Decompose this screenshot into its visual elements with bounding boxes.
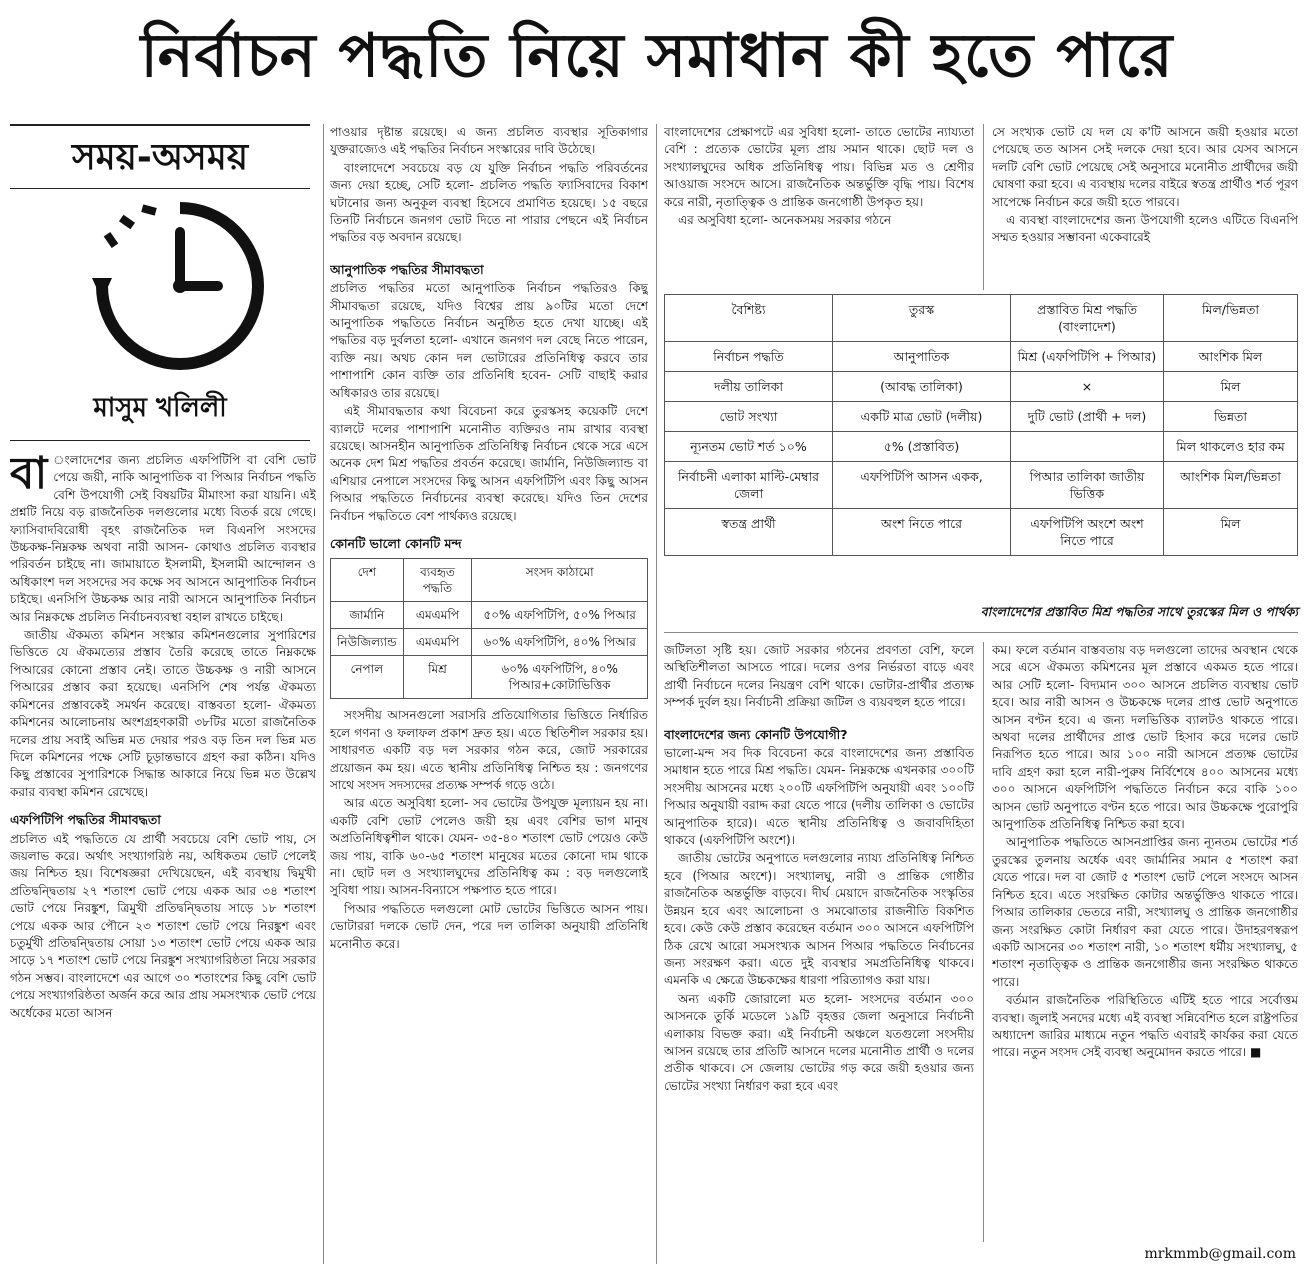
table-cell: এমএমপি xyxy=(403,602,472,629)
paragraph: বর্তমান রাজনৈতিক পরিস্থিতিতে এটিই হতে পারে সর্বোত্তম ব্যবস্থা। জুলাই সনদের মধ্যে এই ব্যবস্থা সন্নিবেশিত হলে রাষ্ট্রপতির অধ্যাদেশ জারির মাধ্যমে নতুন পদ্ধতি এবারই কার্যকর করা যেতে পারে। নতুন সংসদ সেই ব্যবস্থা অনুমোদন করতে পারে। ■ xyxy=(992,993,1298,1060)
table-row xyxy=(665,372,1298,402)
table-header-cell: ব্যবহৃত পদ্ধতি xyxy=(403,559,472,602)
table-cell: এফপিটিপি অংশে অংশ নিতে পারে xyxy=(1011,509,1164,556)
table-row xyxy=(665,402,1298,432)
comparison-table xyxy=(664,294,1298,556)
table-header-cell: তুরস্ক xyxy=(833,295,1011,342)
subheading: বাংলাদেশের জন্য কোনটি উপযোগী? xyxy=(664,726,848,742)
table-cell: দুটি ভোট (প্রার্থী + দল) xyxy=(1011,402,1164,432)
paragraph: ভালো-মন্দ সব দিক বিবেচনা করে বাংলাদেশের জন্য প্রস্তাবিত সমাধান হতে পারে মিশ্র পদ্ধতি। যেমন- নিম্নকক্ষে এখনকার ৩০০টি সংসদীয় আসনের মধ্যে ২০০টি এফপিটিপি অনুযায়ী এবং ১০০টি পিআর অনুযায়ী বরাদ্দ করা যেতে পারে (দলীয় তালিকা ও ভোটের আনুপাতিক হারে)। এতে স্থানীয় প্রতিনিধিত্ব ও জবাবদিহিতা থাকবে (এফপিটিপি অংশে)। xyxy=(664,746,974,848)
country-table xyxy=(330,558,648,699)
paragraph: বাংলাদেশে সবচেয়ে বড় যে যুক্তি নির্বাচন পদ্ধতি পরিবর্তনের জন্য দেয়া হচ্ছে, সেটি হলো- প্রচলিত পদ্ধতি ফ্যাসিবাদের বিকাশ ঘটানোর জন্য অনুকূল ব্যবস্থা হিসেবে প্রমাণিত হয়েছে। ১৫ বছরে তিনটি নির্বাচনে জনগণ ভোট দিতে না পারার পেছনে এই নির্বাচন পদ্ধতির বড় অবদান রয়েছে। xyxy=(330,160,648,245)
paragraph: এ ব্যবস্থা বাংলাদেশের জন্য উপযোগী হলেও এটিতে বিএনপি সম্মত হওয়ার সম্ভাবনা একেবারেই xyxy=(992,213,1298,245)
table-row xyxy=(331,656,648,699)
table-row xyxy=(665,509,1298,556)
paragraph: জাতীয় ভোটের অনুপাতে দলগুলোর ন্যায্য প্রতিনিধিত্ব নিশ্চিত হবে (পিআর অংশে)। সংখ্যালঘু, নারী ও প্রান্তিক গোষ্ঠীর রাজনৈতিক অন্তর্ভুক্তি বাড়বে। দীর্ঘ মেয়াদে রাজনৈতিক সংস্কৃতির উন্নয়ন হবে এবং আলোচনা ও সমঝোতার রাজনীতি বিকশিত হবে। কেউ কেউ প্রস্তাব করেছেন বর্তমান ৩০০ আসনে এফপিটিপি ঠিক রেখে আরো সমসংখ্যক আসন পিআর পদ্ধতিতে নির্বাচনের জন্য সংরক্ষণ করা। এতে দুই ব্যবস্থার সমপ্রতিনিধিত্ব থাকবে। এমনকি এ ক্ষেত্রে উচ্চকক্ষের ধারণা পরিত্যাগও করা যায়। xyxy=(664,851,974,988)
table-cell: আংশিক মিল/ভিন্নতা xyxy=(1164,462,1298,509)
table-cell: মিশ্র (এফপিটিপি + পিআর) xyxy=(1011,342,1164,372)
paragraph: সংসদীয় আসনগুলো সরাসরি প্রতিযোগিতার ভিত্তিতে নির্ধারিত হলে গণনা ও ফলাফল প্রকাশ দ্রুত হয়। এতে স্থিতিশীল সরকার হয়। সাধারণত একটি বড় দল সরকার গঠন করে, জোট সরকারের প্রয়োজন কম হয়। এতে স্থানীয় প্রতিনিধিত্ব নিশ্চিত হয় : জনগণের সাথে সংসদ সদস্যদের প্রত্যক্ষ সম্পর্ক গড়ে ওঠে। xyxy=(330,708,648,792)
table-cell: × xyxy=(1011,372,1164,402)
paragraph: প্রচলিত এই পদ্ধতিতে যে প্রার্থী সবচেয়ে বেশি ভোট পায়, সে জয়লাভ করে। অর্থাৎ সংখ্যাগরিষ্ঠ নয়, অধিকতম ভোট পেলেই জয় নিশ্চিত হয়। বিশেষজ্ঞরা দেখিয়েছেন, এই ব্যবস্থায় দ্বিমুখী প্রতিদ্বন্দ্বিতায় ২৭ শতাংশ ভোট পেয়ে একক আর ৩৪ শতাংশ ভোট পেয়ে নিরঙ্কুশ, ত্রিমুখী প্রতিদ্বন্দ্বিতায় সাড়ে ১৮ শতাংশ পেয়ে একক আর পৌনে ২৩ শতাংশ ভোট পেয়ে নিরঙ্কুশ এবং চতুর্মুখী প্রতিদ্বন্দ্বিতায় সোয়া ১৩ শতাংশ ভোট পেয়ে একক আর সাড়ে ১৭ শতাংশ ভোট পেয়ে নিরঙ্কুশ সংখ্যাগরিষ্ঠতা নিয়ে সরকার গঠন সম্ভব। বাংলাদেশে এর আগে ৩০ শতাংশের কিছু বেশি ভোট পেয়ে সংখ্যাগরিষ্ঠতা অর্জন করে আর প্রায় সমসংখ্যক ভোট পেয়ে অর্ধেকের মতো আসন xyxy=(10,831,316,1020)
table-cell: নেপাল xyxy=(331,656,404,699)
table-cell: মিল থাকলেও হার কম xyxy=(1164,432,1298,462)
column-divider xyxy=(656,124,657,1264)
author-name: মাসুম খলিলী xyxy=(93,393,227,423)
column-divider xyxy=(323,124,324,1264)
table-cell: ৬০% এফপিটিপি, ৪০% পিআর+কোটাভিত্তিক xyxy=(472,656,648,699)
article-column-4-top xyxy=(992,124,1298,290)
table-header-cell: দেশ xyxy=(331,559,404,602)
table-cell: ভোট সংখ্যা xyxy=(665,402,833,432)
table-cell: জার্মানি xyxy=(331,602,404,629)
table-cell: এমএমপি xyxy=(403,629,472,656)
article-column-1 xyxy=(10,452,316,1270)
table-cell: ন্যূনতম ভোট শর্ত ১০% xyxy=(665,432,833,462)
table-cell: নিউজিল্যান্ড xyxy=(331,629,404,656)
table-row xyxy=(331,629,648,656)
article-column-2 xyxy=(330,124,648,1270)
paragraph: অন্য একটি জোরালো মত হলো- সংসদের বর্তমান ৩০০ আসনকে তুর্কি মডেলে ১৯টি বৃহত্তর জেলা অনুসারে নির্বাচনী এলাকায় বিভক্ত করা। এই নির্বাচনী অঞ্চলে যতগুলো সংসদীয় আসন রয়েছে তার প্রতিটি আসনে দলের মনোনীত প্রার্থী ও দলের প্রতীক থাকবে। সে জেলায় ভোটের গড় করে জয়ী হওয়ার জন্য ভোটের সংখ্যা নির্ধারণ করা হবে এবং xyxy=(664,991,974,1093)
subheading: কোনটি ভালো কোনটি মন্দ xyxy=(330,535,462,551)
headline: নির্বাচন পদ্ধতি নিয়ে সমাধান কী হতে পারে xyxy=(140,21,1174,91)
table-cell: নির্বাচন পদ্ধতি xyxy=(665,342,833,372)
table-header-cell: প্রস্তাবিত মিশ্র পদ্ধতি (বাংলাদেশ) xyxy=(1011,295,1164,342)
table-header-row xyxy=(665,295,1298,342)
table-cell: (আবদ্ধ তালিকা) xyxy=(833,372,1011,402)
table-cell: এফপিটিপি আসন একক, xyxy=(833,462,1011,509)
table-cell: অংশ নিতে পারে xyxy=(833,509,1011,556)
table-cell: স্বতন্ত্র প্রার্থী xyxy=(665,509,833,556)
table-cell: ৫০% এফপিটিপি, ৫০% পিআর xyxy=(472,602,648,629)
author-email: mrkmmb@gmail.com xyxy=(1144,1246,1296,1262)
paragraph: বাংলাদেশের প্রেক্ষাপটে এর সুবিধা হলো- তাতে ভোটের ন্যায্যতা বেশি : প্রত্যেক ভোটের মূল্য প্রায় সমান থাকে। ছোট দল ও সংখ্যালঘুদের অধিক প্রতিনিধিত্ব পায়। বিভিন্ন মত ও শ্রেণীর আওয়াজ সংসদে আসে। রাজনৈতিক অন্তর্ভুক্তি বৃদ্ধি পায়। বিশেষ করে নারী, নৃতাত্ত্বিক ও প্রান্তিক জনগোষ্ঠী উপকৃত হয়। xyxy=(664,125,974,209)
intro-paragraph: বা ংলাদেশের জন্য প্রচলিত এফপিটিপি বা বেশি ভোট পেয়ে জয়ী, নাকি আনুপাতিক বা পিআর নির্বাচন পদ্ধতি বেশি উপযোগী সেই বিষয়টির মীমাংসা করা যায়নি। এই প্রশ্নটি নিয়ে বড় রাজনৈতিক দলগুলোর মধ্যে বিতর্ক রয়ে গেছে। ফ্যাসিবাদবিরোধী বৃহৎ রাজনৈতিক দল বিএনপি সংসদের উচ্চকক্ষ-নিম্নকক্ষ অথবা নারী আসন- কোথাও প্রচলিত ব্যবস্থার পরিবর্তন চাইছে না। জামায়াতে ইসলামী, ইসলামী আন্দোলন ও অধিকাংশ দল সংসদের সব কক্ষে সব আসনে আনুপাতিক নির্বাচন চাইছে। এনসিপি উচ্চকক্ষ আর নারী আসনে আনুপাতিক নির্বাচন আর নিম্নকক্ষে প্রচলিত নির্বাচনব্যবস্থা বহাল রাখতে চাইছে। xyxy=(10,452,316,624)
table-caption: বাংলাদেশের প্রস্তাবিত মিশ্র পদ্ধতির সাথে তুরস্কের মিল ও পার্থক্য xyxy=(980,604,1298,619)
author-rule xyxy=(10,440,310,441)
table-row xyxy=(331,602,648,629)
table-cell: ৬০% এফপিটিপি, ৪০% পিআর xyxy=(472,629,648,656)
paragraph: জটিলতা সৃষ্টি হয়। জোট সরকার গঠনের প্রবণতা বেশি, ফলে অস্থিতিশীলতা আসতে পারে। দলের ওপর নির্ভরতা বাড়ে এবং প্রার্থী নির্বাচনে দলের নিয়ন্ত্রণ বেশি থাকে। ভোটার-প্রার্থীর প্রত্যক্ষ সম্পর্ক দুর্বল হয়। নির্বাচনী প্রক্রিয়া জটিল ও ব্যয়বহুল হতে পারে। xyxy=(664,643,974,710)
table-header-cell: মিল/ভিন্নতা xyxy=(1164,295,1298,342)
column-divider xyxy=(983,124,984,290)
table-cell: পিআর তালিকা জাতীয় ভিত্তিক xyxy=(1011,462,1164,509)
table-cell: ভিন্নতা xyxy=(1164,402,1298,432)
paragraph: পিআর পদ্ধতিতে দলগুলো মোট ভোটের ভিত্তিতে আসন পায়। ভোটাররা দলকে ভোট দেন, পরে দল তালিকা অনুযায়ী প্রতিনিধি মনোনীত করে। xyxy=(330,901,648,951)
table-cell: একটি মাত্র ভোট (দলীয়) xyxy=(833,402,1011,432)
paragraph: প্রচলিত পদ্ধতির মতো আনুপাতিক নির্বাচন পদ্ধতিরও কিছু সীমাবদ্ধতা রয়েছে, যদিও বিশ্বের প্রায় ৯০টির মতো দেশে আনুপাতিক পদ্ধতিতে নির্বাচন অনুষ্ঠিত হতে দেখা যাচ্ছে। এই পদ্ধতির বড় দুর্বলতা হলো- এখানে জনগণ দল বেছে নিতে পারেন, ব্যক্তি নয়। অথচ কোন দল ভোটারের প্রতিনিধিত্ব করবে তার পাশাপাশি কোন ব্যক্তি তার প্রতিনিধি হবেন- সেটি বাছাই করার অধিকারও তার রয়েছে। xyxy=(330,281,648,400)
table-cell xyxy=(1011,432,1164,462)
subheading: এফপিটিপি পদ্ধতির সীমাবদ্ধতা xyxy=(10,812,161,828)
column-divider xyxy=(983,642,984,1242)
article-column-4-bottom xyxy=(992,642,1298,1242)
table-header-row xyxy=(331,559,648,602)
table-cell: নির্বাচনী এলাকা মাল্টি-মেম্বার জেলা xyxy=(665,462,833,509)
section-rule xyxy=(664,632,1298,633)
table-header-cell: বৈশিষ্ট্য xyxy=(665,295,833,342)
paragraph: এর অসুবিধা হলো- অনেকসময় সরকার গঠনে xyxy=(678,213,892,228)
table-cell: আংশিক মিল xyxy=(1164,342,1298,372)
table-cell: মিল xyxy=(1164,372,1298,402)
table-cell: মিল xyxy=(1164,509,1298,556)
article-column-3-top xyxy=(664,124,974,290)
article-column-3-bottom xyxy=(664,642,974,1264)
clock-icon xyxy=(90,196,270,376)
table-cell: ৫% (প্রস্তাবিত) xyxy=(833,432,1011,462)
column-brand-title: সময়-অসময় xyxy=(71,137,249,178)
paragraph: পাওয়ার দৃষ্টান্ত রয়েছে। এ জন্য প্রচলিত ব্যবস্থার সূতিকাগার যুক্তরাজ্যেও এই পদ্ধতির নির্বাচন সংস্কারের দাবি উঠেছে। xyxy=(330,125,648,157)
paragraph: কম। ফলে বর্তমান বাস্তবতায় বড় দলগুলো তাদের অবস্থান থেকে সরে এসে ঐকমত্য কমিশনের মূল প্রস্তাবে একমত হতে পারে। আর সেটি হলো- বিদ্যমান ৩০০ আসনে প্রচলিত ব্যবস্থায় ভোট হবে। আর নারী আসন ও উচ্চকক্ষে দলের প্রাপ্ত ভোট অনুপাতে আসন বণ্টন হবে। এ জন্য দলভিত্তিক ব্যালটও থাকতে পারে। অথবা দলের প্রার্থীদের প্রাপ্ত ভোট হিসাব করে দলের ভোট নিরূপিত হতে পারে। আর ১০০ নারী আসনে প্রত্যক্ষ ভোটের দাবি গ্রহণ করা হলে নারী-পুরুষ নির্বিশেষে ৪০০ আসনের মধ্যে ৩০০ আসনে এফপিটিপি পদ্ধতিতে নির্বাচন করে বাকি ১০০ আসন ভোট অনুপাতে বণ্টন হতে পারে। আর উচ্চকক্ষে পুরোপুরি আনুপাতিক প্রতিনিধিত্ব নিশ্চিত করা হবে। xyxy=(992,643,1298,832)
column-top-rule xyxy=(10,124,310,126)
table-row xyxy=(665,462,1298,509)
table-cell: আনুপাতিক xyxy=(833,342,1011,372)
paragraph: সে সংখ্যক ভোট যে দল যে ক'টি আসনে জয়ী হওয়ার মতো পেয়েছে তত আসন সেই দলকে দেয়া হবে। আর যেসব আসনে দলটি বেশি ভোট পেয়েছে সেই অনুসারে মনোনীত প্রার্থীদের জয়ী ঘোষণা করা হবে। এ ব্যবস্থায় দলের বাইরে স্বতন্ত্র প্রার্থীও শর্ত পূরণ সাপেক্ষে নির্বাচন করে জয়ী হতে পারবে। xyxy=(992,125,1298,209)
table-row xyxy=(665,342,1298,372)
paragraph: আনুপাতিক পদ্ধতিতে আসনপ্রাপ্তির জন্য ন্যূনতম ভোটের শর্ত তুরস্কের তুলনায় অর্ধেক এবং জার্মানির সমান ৫ শতাংশ করা যেতে পারে। দল বা জোট ৫ শতাংশ ভোট পেলে সংসদে আসন নিশ্চিত হবে। এতে সংরক্ষিত কোটার অন্তর্ভুক্তিও থাকতে পারে। পিআর তালিকার ভেতরে নারী, সংখ্যালঘু ও প্রান্তিক জনগোষ্ঠীর জন্য সংরক্ষিত কোটা নির্ধারণ করা যেতে পারে। উদাহরণস্বরূপ একটি আসনের ৩০ শতাংশ নারী, ১০ শতাংশ ধর্মীয় সংখ্যালঘু, ৫ শতাংশ নৃতাত্ত্বিক ও প্রান্তিক জনগোষ্ঠীর জন্য সংরক্ষিত থাকতে পারে। xyxy=(992,835,1298,989)
paragraph: আর এতে অসুবিধা হলো- সব ভোটের উপযুক্ত মূল্যায়ন হয় না। একটি বেশি ভোট পেলেও জয়ী হয় এবং বেশির ভাগ মানুষ অপ্রতিনিধিত্বশীল থাকে। যেমন- ৩৫-৪০ শতাংশ ভোট পেয়েও কেউ জয় পায়, বাকি ৬০-৬৫ শতাংশ মানুষের মতের কোনো দাম থাকে না। ছোট দল ও সংখ্যালঘুদের প্রতিনিধিত্ব কম : বড় দলগুলোই সুবিধা পায়। আসন-বিন্যাসে পক্ষপাত হতে পারে। xyxy=(330,796,648,898)
table-row xyxy=(665,432,1298,462)
table-header-cell: সংসদ কাঠামো xyxy=(472,559,648,602)
subheading: আনুপাতিক পদ্ধতির সীমাবদ্ধতা xyxy=(330,261,484,277)
table-cell: মিশ্র xyxy=(403,656,472,699)
column-brand-rule xyxy=(10,188,310,189)
paragraph: জাতীয় ঐকমত্য কমিশন সংস্কার কমিশনগুলোর সুপারিশের ভিত্তিতে যে ঐকমত্যের প্রস্তাব তৈরি করেছে তাতে নিম্নকক্ষে পিআরের কোনো প্রস্তাব নেই। তাতে উচ্চকক্ষ ও নারী আসনে পিআরের প্রস্তাব করা হয়েছে। এনসিপি শেষ পর্যন্ত ঐকমত্য কমিশনের প্রস্তাবকেই সমর্থন করেছে। বাস্তবতা হলো- ঐকমত্য কমিশনের আলোচনায় অংশগ্রহণকারী ৩৮টির মতো রাজনৈতিক দলের প্রায় সবাই অভিন্ন মত দেয়ার পরও বড় তিন দল ভিন্ন মত দিলে কমিশনের পক্ষে সেটি চূড়ান্তভাবে গ্রহণ করা কঠিন। যদিও কিছু প্রস্তাবের সুপারিশকে সিদ্ধান্ত আকারে নিয়ে ভিন্ন মত উল্লেখ করার ব্যবস্থা কমিশন রেখেছে। xyxy=(10,628,316,799)
table-cell: দলীয় তালিকা xyxy=(665,372,833,402)
drop-cap: বা xyxy=(10,452,48,499)
paragraph: এই সীমাবদ্ধতার কথা বিবেচনা করে তুরস্কসহ কয়েকটি দেশে ব্যালটে দলের পাশাপাশি মনোনীত ব্যক্তিরও নাম রাখার ব্যবস্থা রয়েছে। আসনহীন আনুপাতিক প্রতিনিধিত্ব নির্বাচন থেকে সরে এসে অনেক দেশ মিশ্র পদ্ধতির প্রবর্তন করেছে। জার্মানি, নিউজিল্যান্ড বা এশিয়ার নেপালে সংসদের কিছু আসন এফপিটিপি এবং কিছু আসন পিআর পদ্ধতিতে নির্বাচনের ব্যবস্থা করেছে। যদিও তিন দেশের নির্বাচন পদ্ধতিতে বেশ পার্থক্যও রয়েছে। xyxy=(330,404,648,523)
